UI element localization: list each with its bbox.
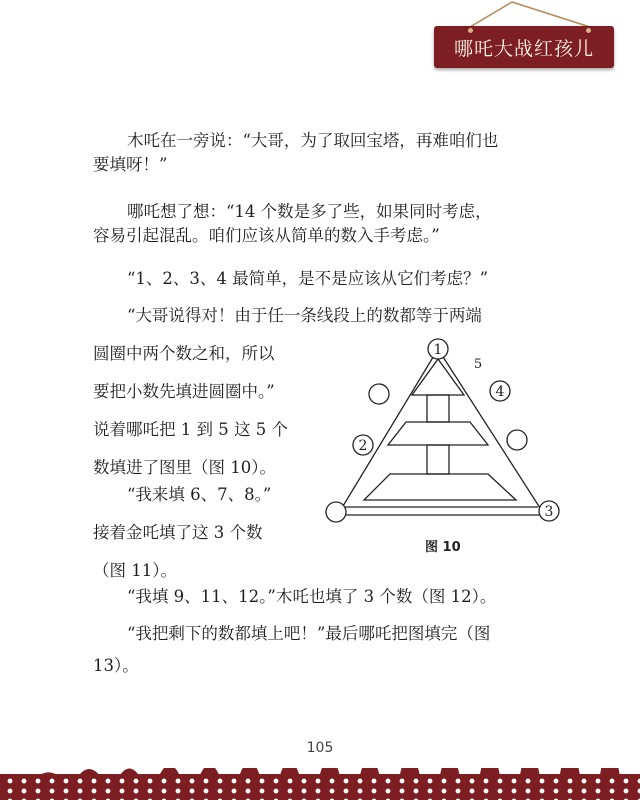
paragraph-3 — [93, 267, 563, 291]
right-edge — [438, 349, 542, 511]
segment-label: 5 — [473, 357, 483, 372]
upper-trunk — [427, 395, 449, 422]
label-upper-right: 4 — [495, 384, 505, 400]
text-line: 说着哪吒把 1 到 5 这 5 个 — [93, 420, 288, 439]
footer-band — [0, 774, 640, 800]
text-line: “我来填 6、7、8。” — [127, 485, 272, 504]
text-line: “我把剩下的数都填上吧！”最后哪吒把图填完（图 — [127, 624, 491, 643]
text-line: 要填呀！” — [93, 155, 168, 174]
text-line: “1、2、3、4 最简单，是不是应该从它们考虑？” — [127, 269, 489, 288]
text-line: 13）。 — [93, 656, 139, 675]
middle-trapezoid — [388, 422, 488, 445]
text-line: “大哥说得对！由于任一条线段上的数都等于两端 — [127, 306, 482, 325]
circle-upper-left — [369, 384, 389, 404]
left-edge — [340, 349, 438, 511]
lower-trunk — [427, 445, 449, 474]
text-line: 容易引起混乱。咱们应该从简单的数入手考虑。” — [93, 226, 440, 245]
paragraph-1 — [93, 129, 563, 177]
label-middle-left: 2 — [358, 438, 368, 454]
text-line: 圆圈中两个数之和，所以 — [93, 344, 275, 363]
text-line: “我填 9、11、12。”木吒也填了 3 个数（图 12）。 — [127, 587, 497, 606]
label-top: 1 — [433, 342, 443, 358]
figure-caption: 图 10 — [425, 540, 461, 555]
paragraph-2 — [93, 200, 563, 248]
text-line: （图 11）。 — [93, 561, 177, 580]
pyramid-diagram — [320, 335, 570, 565]
text-line: 哪吒想了想：“14 个数是多了些，如果同时考虑， — [127, 202, 492, 221]
figure-10 — [320, 335, 570, 565]
label-bottom-right: 3 — [544, 504, 554, 520]
paragraph-7 — [93, 622, 563, 678]
chapter-title: 哪吒大战红孩儿 — [453, 37, 594, 60]
sign-pin-right — [586, 28, 591, 33]
text-line: 木吒在一旁说：“大哥，为了取回宝塔，再难咱们也 — [127, 131, 499, 150]
chapter-sign — [434, 26, 614, 68]
paragraph-6 — [93, 585, 563, 609]
sign-pin-left — [468, 28, 473, 33]
circle-middle-right — [507, 430, 527, 450]
text-line: 数填进了图里（图 10）。 — [93, 458, 276, 477]
text-line: 接着金吒填了这 3 个数 — [93, 523, 263, 542]
circle-bottom-left — [326, 502, 346, 522]
bottom-trapezoid — [364, 474, 516, 500]
text-line: 要把小数先填进圆圈中。” — [93, 382, 275, 401]
page-number: 105 — [306, 740, 334, 756]
